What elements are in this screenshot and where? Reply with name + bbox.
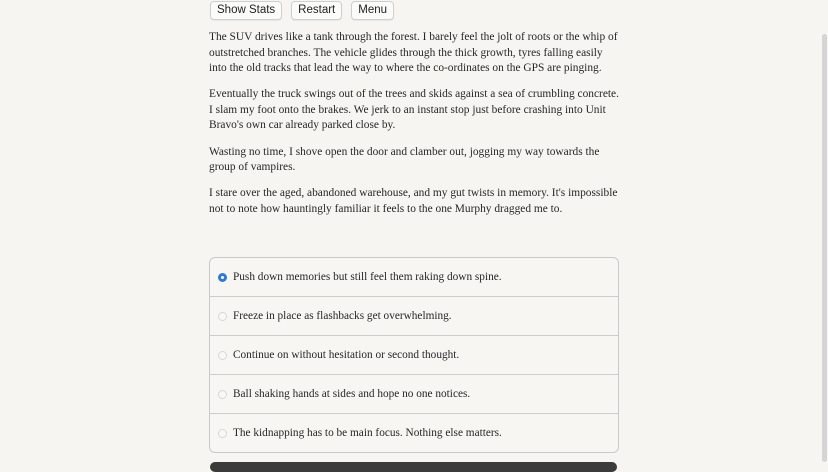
radio-unselected-icon[interactable]	[218, 351, 227, 360]
radio-unselected-icon[interactable]	[218, 390, 227, 399]
choice-list	[209, 257, 619, 453]
choice-label: Continue on without hesitation or second thought.	[233, 349, 460, 361]
story-text	[209, 30, 619, 228]
toolbar	[210, 1, 394, 20]
scrollbar-thumb[interactable]	[822, 34, 827, 462]
story-paragraph: Eventually the truck swings out of the trees and skids against a sea of crumbling concrete. I slam my foot onto the brakes. We jerk to an instant stop just before crashing into Unit Bravo's own car already parked close by.	[209, 88, 619, 132]
show-stats-button[interactable]: Show Stats	[210, 1, 282, 20]
choice-label: The kidnapping has to be main focus. Nothing else matters.	[233, 427, 502, 439]
choice-label: Push down memories but still feel them raking down spine.	[233, 271, 502, 283]
choice-option[interactable]	[210, 336, 618, 375]
choice-option[interactable]	[210, 258, 618, 297]
radio-unselected-icon[interactable]	[218, 429, 227, 438]
scrollbar[interactable]	[820, 0, 828, 466]
story-paragraph: The SUV drives like a tank through the forest. I barely feel the jolt of roots or the whip of outstretched branches. The vehicle glides through the thick growth, tyres falling easily into the old tracks that lead the way to where the co-ordinates on the GPS are pinging.	[209, 31, 618, 75]
choice-label: Freeze in place as flashbacks get overwhelming.	[233, 310, 452, 322]
next-button[interactable]	[210, 462, 617, 472]
choice-option[interactable]	[210, 297, 618, 336]
restart-button[interactable]: Restart	[291, 1, 342, 20]
menu-button[interactable]: Menu	[351, 1, 394, 20]
choice-option[interactable]	[210, 375, 618, 414]
story-paragraph: Wasting no time, I shove open the door and clamber out, jogging my way towards the group of vampires.	[209, 145, 600, 174]
story-paragraph: I stare over the aged, abandoned warehouse, and my gut twists in memory. It's impossible not to note how hauntingly familiar it feels to the one Murphy dragged me to.	[209, 187, 618, 215]
choice-label: Ball shaking hands at sides and hope no one notices.	[233, 388, 471, 400]
radio-unselected-icon[interactable]	[218, 312, 227, 321]
radio-selected-icon[interactable]	[218, 273, 227, 282]
choice-option[interactable]	[210, 414, 618, 452]
